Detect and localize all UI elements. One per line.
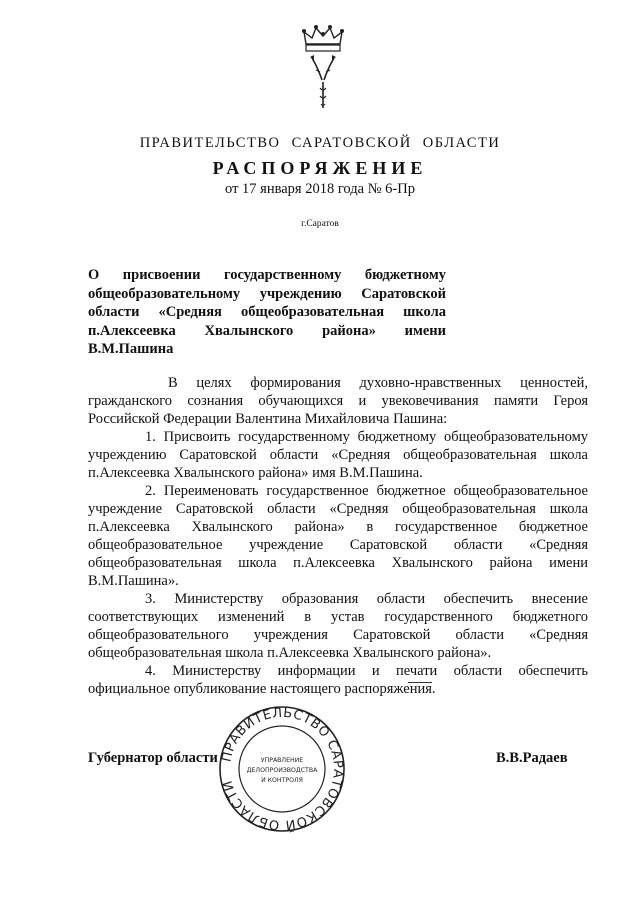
stamp-inner-line-3: И КОНТРОЛЯ [261,777,303,784]
stamp-outer-text: ПРАВИТЕЛЬСТВО САРАТОВСКОЙ ОБЛАСТИ [219,705,346,833]
item-paragraph-4: 4. Министерству информации и печати области обеспечить официальное опубликование настоящего распоряжения. [88,663,588,697]
document-title: О присвоении государственному бюджетному общеобразовательному учреждению Саратовской области «Средняя общеобразовательная школа п.Алексеевка Хвалынского района» имени В.М.Пашина [88,267,446,357]
document-body [88,374,588,698]
item-paragraph-1: 1. Присвоить государственному бюджетному общеобразовательному учреждению Саратовской области «Средняя общеобразовательная школа п.Алексеевка Хвалынского района» имя В.М.Пашина. [88,429,588,481]
item-paragraph-2: 2. Переименовать государственное бюджетное общеобразовательное учреждение Саратовской области «Средняя общеобразовательная школа п.Алексеевка Хвалынского района» в государственное бюджетное общеобразовательное учреждение Саратовской области «Средняя общеобразовательная школа п.Алексеевка Хвалынского района имени В.М.Пашина». [88,483,588,589]
document-city: г.Саратов [301,219,339,229]
document-date-number: от 17 января 2018 года № 6-Пр [225,181,415,197]
document-type: РАСПОРЯЖЕНИЕ [212,158,428,178]
government-name: ПРАВИТЕЛЬСТВО САРАТОВСКОЙ ОБЛАСТИ [139,135,501,151]
intro-paragraph: В целях формирования духовно-нравственных ценностей, гражданского сознания обучающихся и увековечивания памяти Героя Российской Федерации Валентина Михайловича Пашина: [88,375,588,427]
official-seal-stamp [217,704,347,834]
coat-of-arms-emblem [292,14,354,114]
handwritten-mark [408,682,432,683]
stamp-inner-line-1: УПРАВЛЕНИЕ [260,757,304,764]
item-paragraph-3: 3. Министерству образования области обеспечить внесение соответствующих изменений в устав государственного бюджетного общеобразовательного учреждения Саратовской области «Средняя общеобразовательная школа п.Алексеевка Хвалынского района». [88,591,588,661]
signatory-name: В.В.Радаев [496,750,568,766]
signatory-position: Губернатор области [88,750,218,766]
stamp-inner-line-2: ДЕЛОПРОИЗВОДСТВА [246,767,318,774]
